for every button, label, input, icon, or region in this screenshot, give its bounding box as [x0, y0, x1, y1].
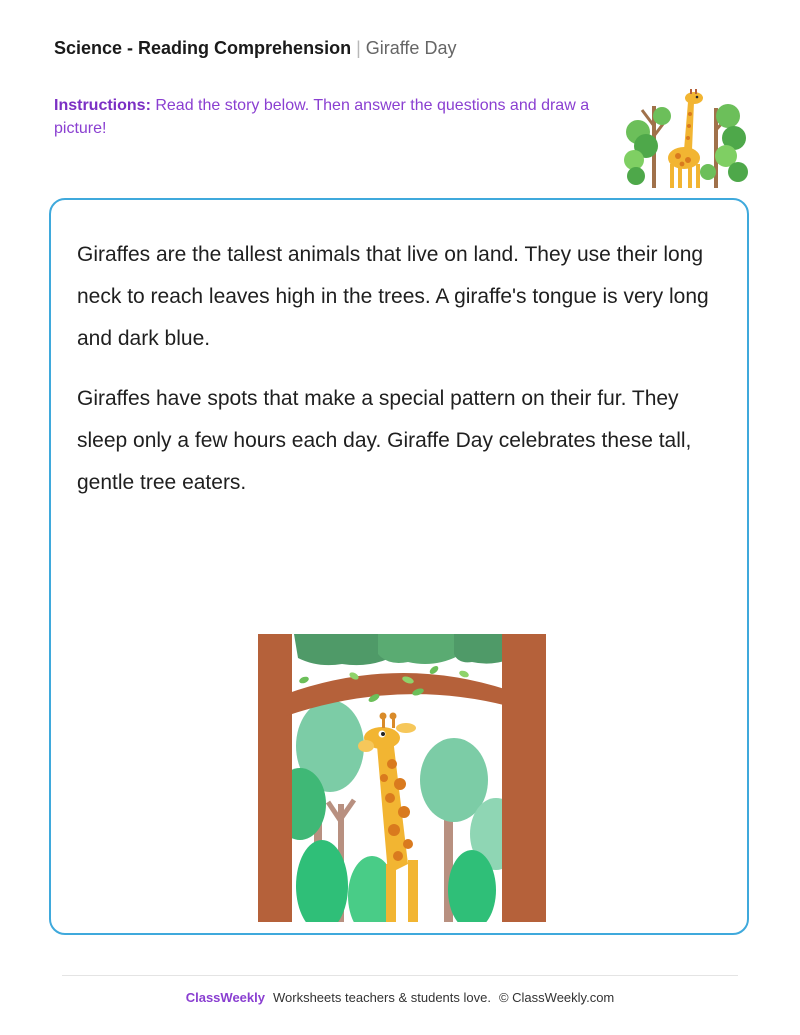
story-text [77, 234, 717, 522]
giraffe-forest-illustration [258, 634, 546, 922]
instructions-label: Instructions: [54, 97, 151, 114]
footer-divider [62, 975, 738, 976]
instructions-text: Read the story below. Then answer the questions and draw a picture! [54, 97, 590, 137]
page-header [54, 37, 456, 59]
footer-copyright: © ClassWeekly.com [498, 990, 615, 1005]
story-box [49, 198, 749, 935]
topic-title: Giraffe Day [365, 38, 457, 58]
footer-tagline: Worksheets teachers & students love. [272, 990, 491, 1005]
page-footer [0, 990, 800, 1005]
story-paragraph-2: Giraffes have spots that make a special pattern on their fur. They sleep only a few hours each day. Giraffe Day celebrates these tall, gentle tree eaters. [77, 387, 692, 494]
footer-brand: ClassWeekly [185, 990, 265, 1005]
instructions [54, 94, 614, 140]
subject-title: Science - Reading Comprehension [54, 38, 352, 58]
header-separator: | [356, 38, 361, 58]
giraffe-trees-icon [622, 86, 750, 190]
story-paragraph-1: Giraffes are the tallest animals that live on land. They use their long neck to reach leaves high in the trees. A giraffe's tongue is very long and dark blue. [77, 243, 709, 350]
